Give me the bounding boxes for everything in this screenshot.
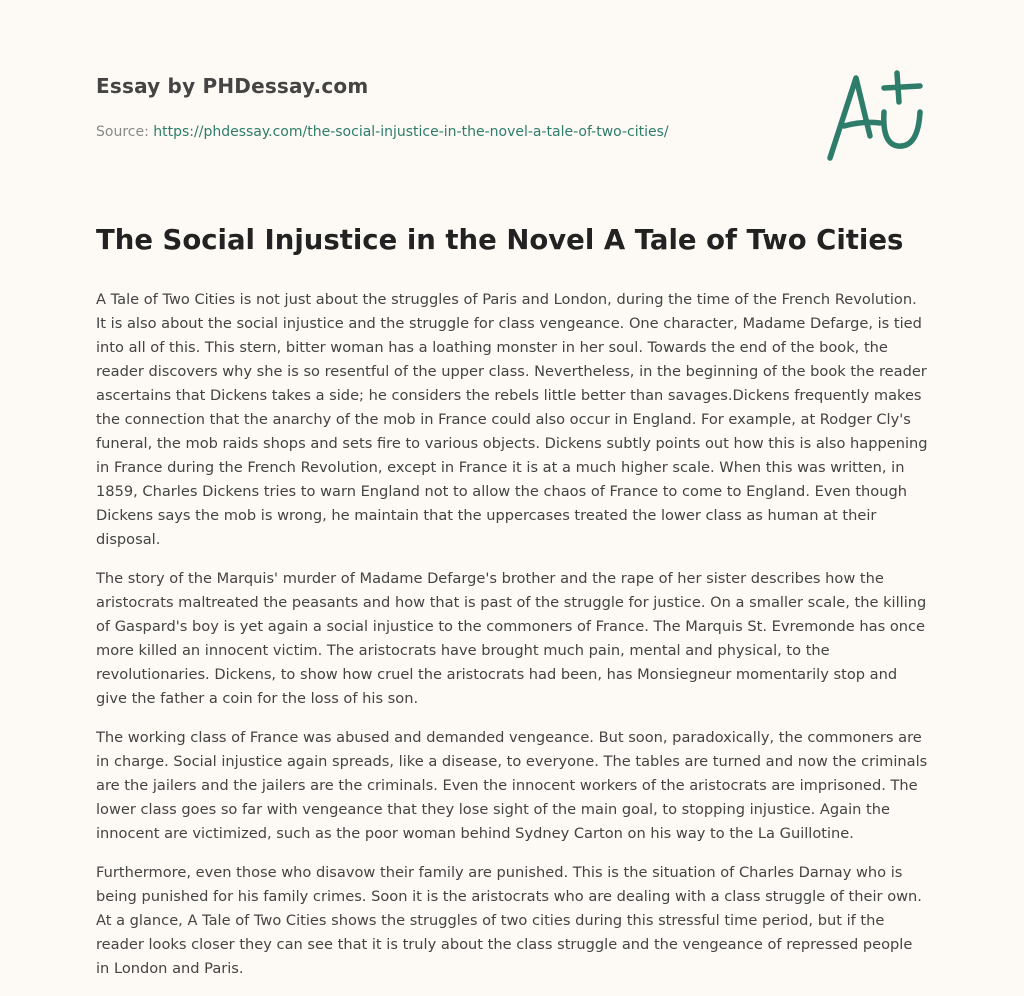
site-brand: Essay by PHDessay.com	[96, 74, 369, 98]
source-link[interactable]: https://phdessay.com/the-social-injustice-in-the-novel-a-tale-of-two-cities/	[153, 124, 669, 140]
a-plus-grade-icon	[822, 66, 932, 166]
essay-paragraph: Furthermore, even those who disavow their family are punished. This is the situation of Charles Darnay who is being punished for his family crimes. Soon it is the aristocrats who are dealing with a class struggle of their own. At a glance, A Tale of Two Cities shows the struggles of two cities during this stressful time period, but if the reader looks closer they can see that it is truly about the class struggle and the vengeance of repressed people in London and Paris.	[96, 864, 922, 977]
source-line	[96, 124, 669, 140]
essay-body	[96, 288, 930, 996]
essay-paragraph: The working class of France was abused and demanded vengeance. But soon, paradoxically, the commoners are in charge. Social injustice again spreads, like a disease, to everyone. The tables are turned and now the criminals are the jailers and the jailers are the criminals. Even the innocent workers of the aristocrats are imprisoned. The lower class goes so far with vengeance that they lose sight of the main goal, to stopping injustice. Again the innocent are victimized, such as the poor woman behind Sydney Carton on his way to the La Guillotine.	[96, 729, 928, 842]
essay-paragraph: The story of the Marquis' murder of Madame Defarge's brother and the rape of her sister describes how the aristocrats maltreated the peasants and how that is past of the struggle for justice. On a smaller scale, the killing of Gaspard's boy is yet again a social injustice to the commoners of France. The Marquis St. Evremonde has once more killed an innocent victim. The aristocrats have brought much pain, mental and physical, to the revolutionaries. Dickens, to show how cruel the aristocrats had been, has Monsiegneur momentarily stop and give the father a coin for the loss of his son.	[96, 570, 927, 707]
page-header	[96, 74, 796, 140]
source-label: Source:	[96, 124, 149, 140]
article-title: The Social Injustice in the Novel A Tale of Two Cities	[96, 224, 904, 256]
essay-paragraph: A Tale of Two Cities is not just about the struggles of Paris and London, during the time of the French Revolution. It is also about the social injustice and the struggle for class vengeance. One character, Madame Defarge, is tied into all of this. This stern, bitter woman has a loathing monster in her soul. Towards the end of the book, the reader discovers why she is so resentful of the upper class. Nevertheless, in the beginning of the book the reader ascertains that Dickens takes a side; he considers the rebels little better than savages.Dickens frequently makes the connection that the anarchy of the mob in France could also occur in England. For example, at Rodger Cly's funeral, the mob raids shops and sets fire to various objects. Dickens subtly points out how this is also happening in France during the French Revolution, except in France it is at a much higher scale. When this was written, in 1859, Charles Dickens tries to warn England not to allow the chaos of France to come to England. Even though Dickens says the mob is wrong, he maintain that the uppercases treated the lower class as human at their disposal.	[96, 291, 928, 548]
